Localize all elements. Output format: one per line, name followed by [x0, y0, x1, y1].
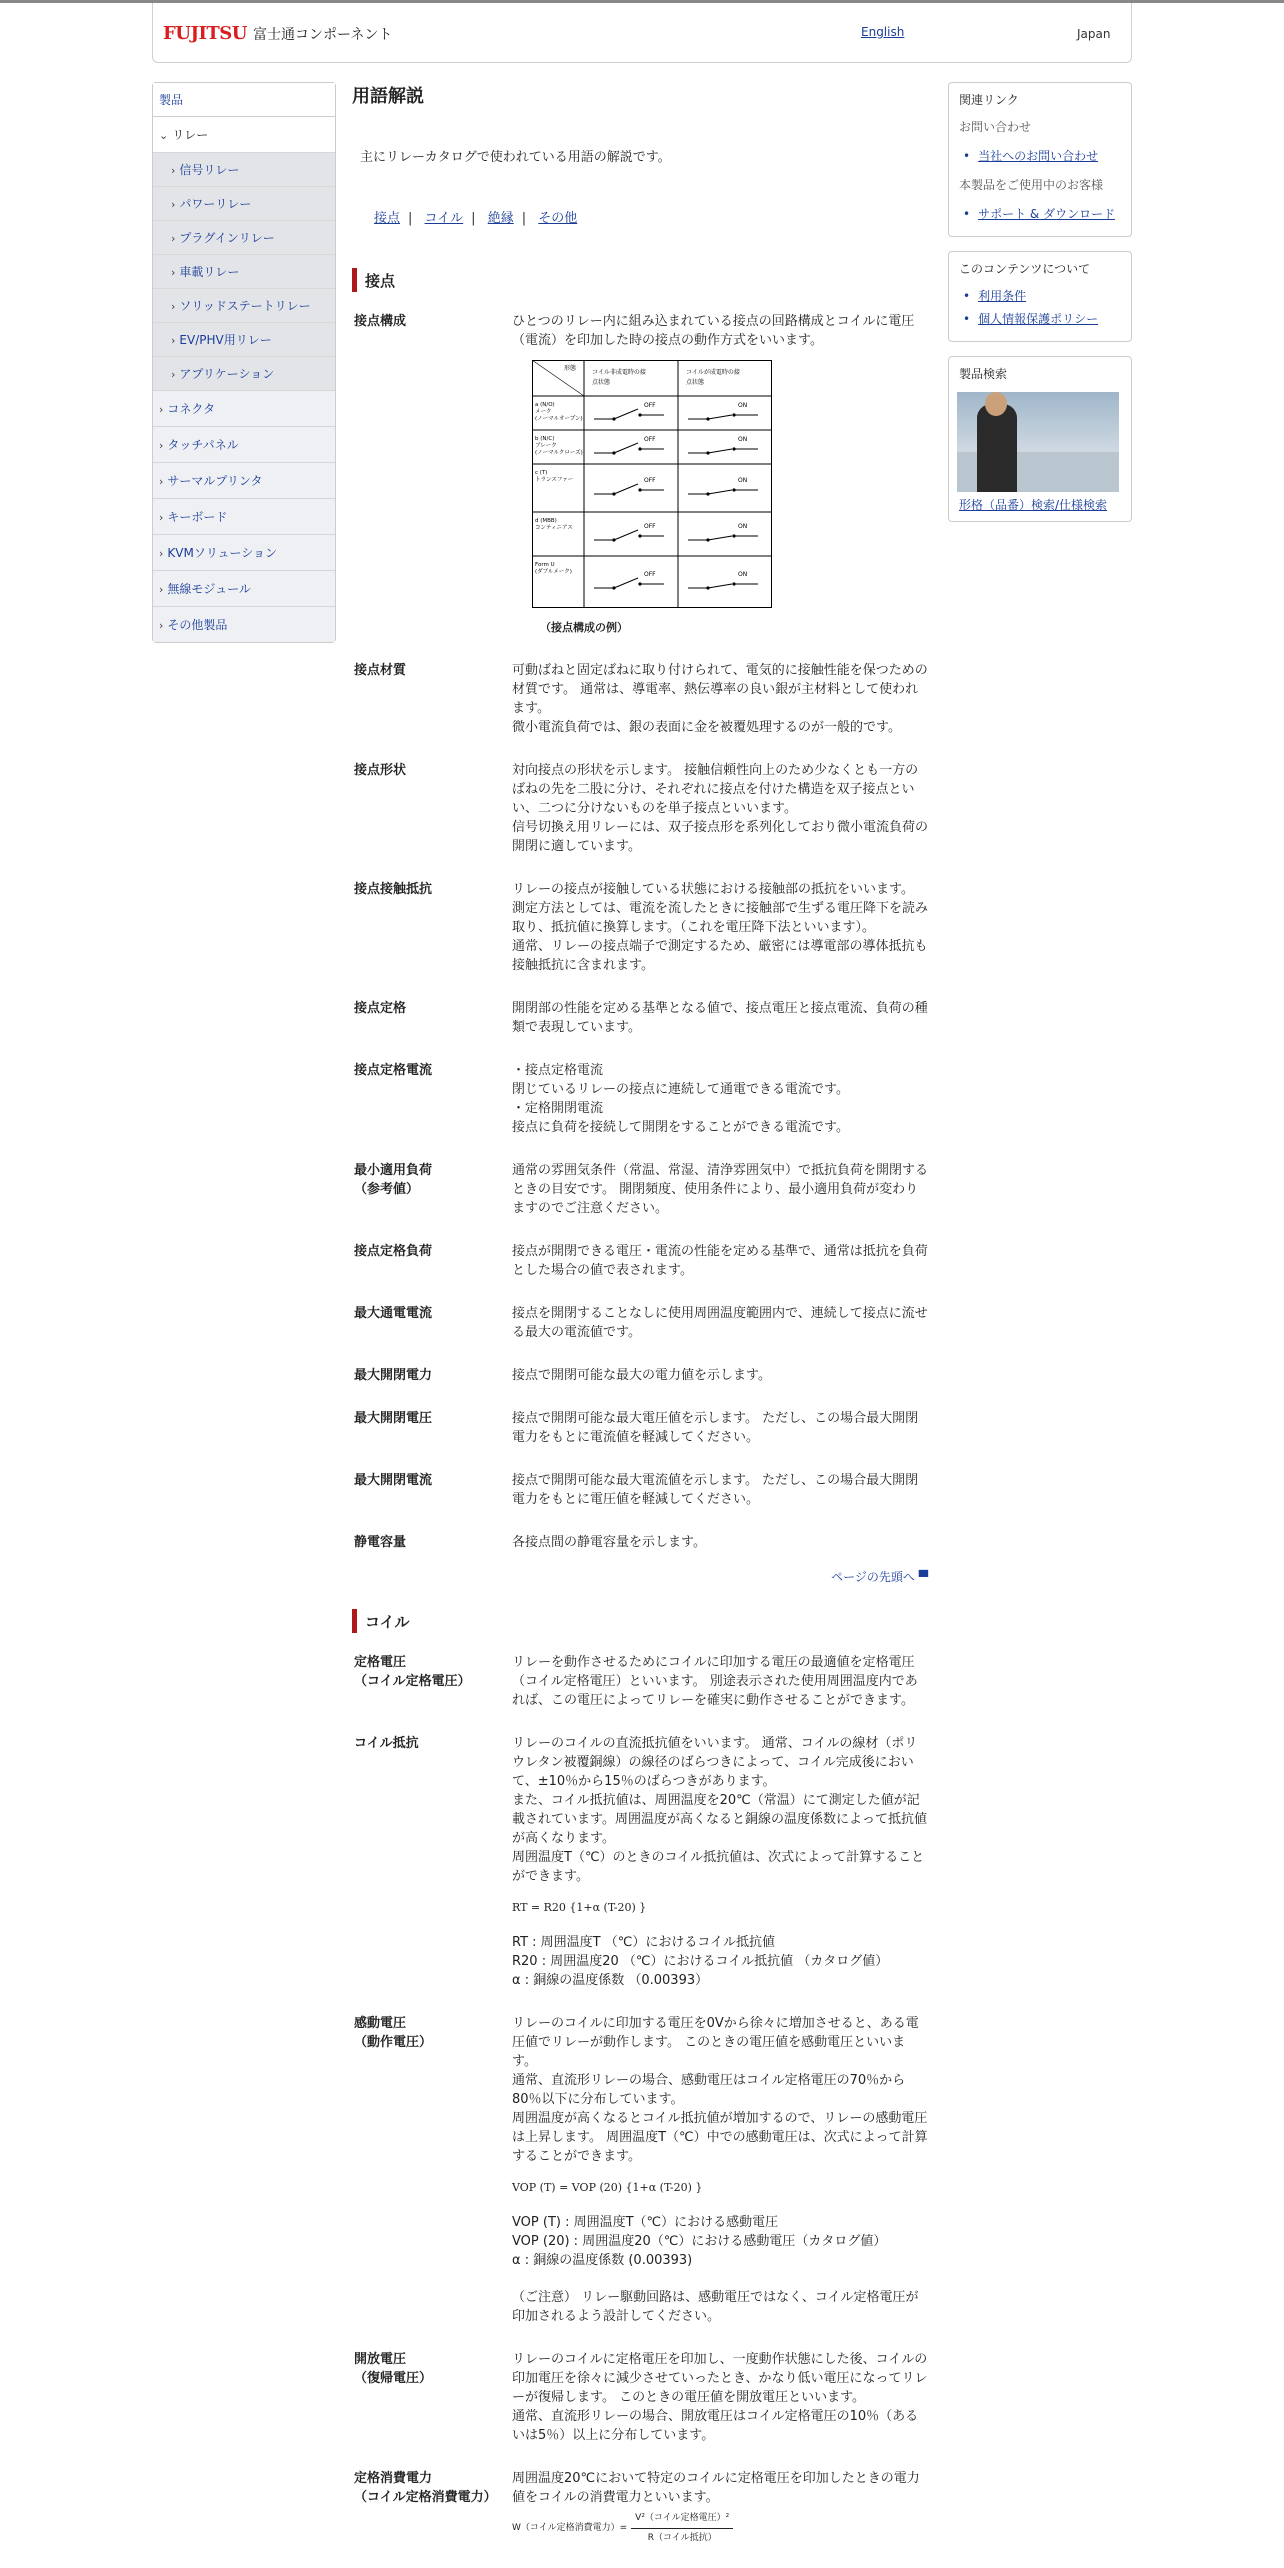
desc-line: 通常、直流形リレーの場合、感動電圧はコイル定格電圧の70％から80％以下に分布しています。: [512, 2073, 906, 2107]
term-desc: [512, 2014, 928, 2326]
term-name: 最大開閉電流: [354, 1473, 433, 1488]
term-name: 最大開閉電力: [354, 1368, 433, 1383]
right-column: [948, 82, 1132, 536]
chevron-right-icon: ›: [171, 266, 176, 279]
term-desc: [512, 1533, 928, 1552]
svg-text:OFF: OFF: [644, 571, 656, 578]
term-name: 接点定格負荷: [354, 1244, 433, 1259]
svg-text:メーク: メーク: [535, 409, 552, 415]
desc-line: ・接点定格電流: [512, 1063, 604, 1078]
sidebar-sub-label: 車載リレー: [179, 265, 240, 279]
desc-line: 接点を開閉することなしに使用周囲温度範囲内で、連続して接点に流せる最大の電流値です。: [512, 1306, 928, 1340]
term-row: [352, 2350, 928, 2445]
term-row: [352, 312, 928, 637]
term-desc: [512, 312, 928, 637]
back-to-top-link[interactable]: [831, 1570, 928, 1584]
term-name: 接点構成: [354, 314, 407, 329]
sidebar-item-label: 無線モジュール: [167, 582, 251, 596]
desc-line: 接点が開閉できる電圧・電流の性能を定める基準で、通常は抵抗を負荷とした場合の値で表されます。: [512, 1244, 928, 1278]
privacy-list-item: [963, 310, 1121, 327]
section-title: 接点: [365, 271, 396, 290]
anchor-contact[interactable]: 接点: [374, 211, 401, 226]
term-row: [352, 880, 928, 975]
chevron-right-icon: ›: [159, 511, 164, 524]
desc-line: 可動ばねと固定ばねに取り付けられて、電気的に接触性能を保つための材質です。 通常は、導電率、熱伝導率の良い銀が主材料として使われます。: [512, 663, 928, 716]
term-desc: [512, 1061, 928, 1137]
term-row: [352, 761, 928, 856]
formula-numerator: V²（コイル定格電圧）²: [631, 2509, 733, 2529]
svg-text:ON: ON: [738, 402, 748, 409]
support-list-item: [963, 205, 1121, 222]
term-name: 最大通電電流: [354, 1306, 433, 1321]
svg-text:OFF: OFF: [644, 523, 656, 530]
sidebar-item-relay[interactable]: [153, 117, 335, 153]
chevron-right-icon: ›: [159, 619, 164, 632]
desc-line: 微小電流負荷では、銀の表面に金を被覆処理するのが一般的です。: [512, 720, 901, 735]
related-links-title: 関連リンク: [959, 93, 1019, 107]
desc-line: 通常の雰囲気条件（常温、常湿、清浄雰囲気中）で抵抗負荷を開閉するときの目安です。 開閉頻度、使用条件により、最小適用負荷が変わりますのでご注意ください。: [512, 1163, 929, 1216]
svg-text:OFF: OFF: [644, 436, 656, 443]
term-desc: [512, 2469, 928, 2548]
japan-label: Japan: [1077, 27, 1111, 41]
term-desc: [512, 1409, 928, 1447]
sidebar-sub-label: 信号リレー: [179, 163, 240, 177]
term-row: [352, 1061, 928, 1137]
section-bar: [352, 1609, 357, 1633]
term-row: [352, 2469, 928, 2548]
anchor-coil[interactable]: コイル: [424, 211, 464, 226]
chevron-right-icon: ›: [159, 403, 164, 416]
term-name: コイル抵抗: [354, 1736, 419, 1751]
english-link[interactable]: English: [861, 25, 905, 39]
svg-text:形態: 形態: [564, 365, 577, 372]
term-desc: [512, 880, 928, 975]
chevron-right-icon: ›: [159, 439, 164, 452]
desc-line: 接点で開閉可能な最大電流値を示します。 ただし、この場合最大開閉電力をもとに電圧値を軽減してください。: [512, 1473, 919, 1507]
contact-config-diagram: [532, 360, 928, 614]
desc-line: リレーのコイルに定格電圧を印加し、一度動作状態にした後、コイルの印加電圧を徐々に減少させていったとき、かなり低い電圧になってリレーが復帰します。 このときの電圧値を開放電圧といいます。: [512, 2352, 928, 2405]
term-row: [352, 1471, 928, 1509]
sidebar-item-kvm[interactable]: [153, 535, 335, 571]
sidebar-item-wireless[interactable]: [153, 571, 335, 607]
contact-heading: お問い合わせ: [959, 120, 1032, 134]
product-search-title: 製品検索: [959, 367, 1008, 381]
product-search-box: [948, 356, 1132, 522]
sidebar-item-label: コネクタ: [167, 402, 216, 416]
chevron-right-icon: ›: [171, 164, 176, 177]
back-to-top: [352, 1568, 928, 1585]
chevron-right-icon: ›: [171, 232, 176, 245]
svg-text:d (MBB): d (MBB): [535, 518, 557, 524]
sidebar-sub-plugin-relay[interactable]: [153, 221, 335, 255]
sidebar-sub-label: ソリッドステートリレー: [179, 299, 311, 313]
privacy-link[interactable]: 個人情報保護ポリシー: [978, 312, 1099, 326]
term-desc: [512, 2350, 928, 2445]
desc-line: VOP (T) : 周囲温度T（℃）における感動電圧: [512, 2215, 779, 2230]
svg-text:点状態: 点状態: [592, 379, 611, 386]
term-row: [352, 1734, 928, 1990]
related-links-box: [948, 82, 1132, 237]
content-info-box: [948, 251, 1132, 342]
svg-text:コンティニアス: コンティニアス: [535, 525, 573, 531]
terms-list-item: [963, 287, 1121, 304]
term-name: 感動電圧 （動作電圧）: [354, 2016, 433, 2050]
sidebar-item-label: キーボード: [167, 510, 228, 524]
desc-line: リレーのコイルの直流抵抗値をいいます。 通常、コイルの線材（ポリウレタン被覆銅線）の線径のばらつきによって、コイル完成後において、±10％から15％のばらつきがあります。: [512, 1736, 918, 1789]
sidebar-sub-label: パワーリレー: [179, 197, 252, 211]
term-name: 静電容量: [354, 1535, 407, 1550]
svg-text:b (N/C): b (N/C): [535, 436, 555, 442]
section-heading-contact: [352, 268, 928, 292]
term-row: [352, 1242, 928, 1280]
term-name: 接点形状: [354, 763, 407, 778]
contact-list-item: [963, 147, 1121, 164]
sidebar-item-other[interactable]: [153, 607, 335, 642]
desc-line: ひとつのリレー内に組み込まれている接点の回路構成とコイルに電圧（電流）を印加した時の接点の動作方式をいいます。: [512, 314, 915, 348]
desc-line: リレーの接点が接触している状態における接触部の抵抗をいいます。: [512, 882, 914, 897]
separator: |: [521, 211, 527, 226]
term-row: [352, 1304, 928, 1342]
svg-text:ブレーク: ブレーク: [535, 443, 557, 449]
svg-text:c (T): c (T): [535, 470, 548, 476]
term-row: [352, 2014, 928, 2326]
sidebar-products-link[interactable]: 製品: [153, 83, 335, 117]
term-row: [352, 1161, 928, 1218]
desc-note: （ご注意） リレー駆動回路は、感動電圧ではなく、コイル定格電圧が印加されるよう設計してください。: [512, 2290, 919, 2324]
section-bar: [352, 268, 357, 292]
site-header: [152, 3, 1132, 63]
term-desc: [512, 1471, 928, 1509]
svg-text:ON: ON: [738, 571, 748, 578]
svg-text:コイル非成電時の接: コイル非成電時の接: [592, 369, 646, 376]
product-search-link[interactable]: 形格（品番）検索/仕様検索: [959, 498, 1108, 512]
term-name: 最小適用負荷 （参考値）: [354, 1163, 433, 1197]
svg-text:ON: ON: [738, 436, 748, 443]
desc-line: 周囲温度20℃において特定のコイルに定格電圧を印加したときの電力値をコイルの消費電力といいます。: [512, 2471, 920, 2505]
section-heading-coil: [352, 1609, 928, 1633]
chevron-right-icon: ›: [159, 547, 164, 560]
term-desc: [512, 999, 928, 1037]
logo[interactable]: [163, 23, 392, 44]
desc-line: ・定格開閉電流: [512, 1101, 604, 1116]
desc-line: RT : 周囲温度T （℃）におけるコイル抵抗値: [512, 1935, 775, 1950]
chevron-right-icon: ›: [171, 300, 176, 313]
term-name: 接点接触抵抗: [354, 882, 433, 897]
main-content: [352, 82, 928, 2568]
formula-lhs: W（コイル定格消費電力）=: [512, 2523, 628, 2533]
svg-text:点状態: 点状態: [686, 379, 705, 386]
term-row: [352, 661, 928, 737]
term-desc: [512, 661, 928, 737]
formula-fraction: [631, 2509, 733, 2548]
users-heading: 本製品をご使用中のお客様: [959, 178, 1104, 192]
svg-text:トランスファー: トランスファー: [535, 477, 574, 483]
sidebar-item-label: タッチパネル: [167, 438, 239, 452]
desc-line: 接点で開閉可能な最大電圧値を示します。 ただし、この場合最大開閉電力をもとに電流値を軽減してください。: [512, 1411, 919, 1445]
photo-head: [985, 392, 1007, 416]
term-name: 定格消費電力 （コイル定格消費電力）: [354, 2471, 497, 2505]
chevron-down-icon: ⌄: [159, 129, 169, 142]
sidebar-sub-label: EV/PHV用リレー: [179, 333, 272, 347]
chevron-right-icon: ›: [171, 334, 176, 347]
sidebar-sub-application[interactable]: [153, 357, 335, 391]
desc-line: 各接点間の静電容量を示します。: [512, 1535, 706, 1550]
diagram-svg: [532, 360, 772, 608]
formula: VOP (T) = VOP (20) {1+α (T-20) }: [512, 2181, 703, 2194]
intro-text: 主にリレーカタログで使われている用語の解説です。: [360, 150, 671, 165]
svg-text:ON: ON: [738, 477, 748, 484]
anchor-links: [370, 207, 928, 226]
svg-text:OFF: OFF: [644, 402, 656, 409]
sidebar-item-label: その他製品: [167, 618, 228, 632]
desc-line: 信号切換え用リレーには、双子接点形を系列化しており微小電流負荷の開閉に適しています。: [512, 820, 929, 854]
term-row: [352, 1366, 928, 1385]
desc-line: 接点で開閉可能な最大の電力値を示します。: [512, 1368, 771, 1383]
sidebar-sub-label: プラグインリレー: [179, 231, 275, 245]
svg-text:OFF: OFF: [644, 477, 656, 484]
power-formula: [512, 2509, 928, 2548]
separator: |: [408, 211, 413, 226]
arrow-up-icon: ▀: [918, 1570, 928, 1584]
desc-line: 周囲温度が高くなるとコイル抵抗値が増加するので、リレーの感動電圧は上昇します。 周囲温度T（℃）中での感動電圧は、次式によって計算することができます。: [512, 2111, 928, 2164]
back-to-top-label: ページの先頭へ: [831, 1570, 915, 1584]
svg-text:ON: ON: [738, 523, 748, 530]
fujitsu-logo-mark: FUJITSU: [163, 23, 248, 44]
svg-text:コイルが成電時の接: コイルが成電時の接: [686, 369, 740, 376]
term-desc: [512, 1304, 928, 1342]
term-name: 定格電圧 （コイル定格電圧）: [354, 1655, 471, 1689]
term-row: [352, 1533, 928, 1552]
desc-line: α : 銅線の温度係数 （0.00393）: [512, 1973, 709, 1988]
term-desc: [512, 1366, 928, 1385]
chevron-right-icon: ›: [159, 583, 164, 596]
sidebar-item-label: サーマルプリンタ: [167, 474, 263, 488]
sidebar-sub-power-relay[interactable]: [153, 187, 335, 221]
sidebar-sub-signal-relay[interactable]: [153, 153, 335, 187]
term-name: 接点材質: [354, 663, 407, 678]
term-desc: [512, 761, 928, 856]
sidebar-item-label: リレー: [172, 128, 209, 142]
sidebar-sub-ev-relay[interactable]: [153, 323, 335, 357]
chevron-right-icon: ›: [171, 368, 176, 381]
formula-denominator: R（コイル抵抗）: [647, 2533, 717, 2543]
desc-line: 対向接点の形状を示します。 接触信頼性向上のため少なくとも一方のばねの先を二股に分け、それぞれに接点を付けた構造を双子接点といい、二つに分けないものを単子接点といいます。: [512, 763, 919, 816]
chevron-right-icon: ›: [171, 198, 176, 211]
desc-line: 閉じているリレーの接点に連続して通電できる電流です。: [512, 1082, 849, 1097]
desc-line: 通常、リレーの接点端子で測定するため、厳密には導電部の導体抵抗も接触抵抗に含まれます。: [512, 939, 928, 973]
sidebar-item-thermal-printer[interactable]: [153, 463, 335, 499]
term-desc: リレーを動作させるためにコイルに印加する電圧の最適値を定格電圧（コイル定格電圧）といいます。 別途表示された使用周囲温度内であれば、この電圧によってリレーを確実に動作させることができます。: [512, 1655, 918, 1708]
svg-text:a (N/O): a (N/O): [535, 402, 555, 408]
term-row: [352, 1409, 928, 1447]
term-row: [352, 1653, 928, 1710]
anchor-insulation[interactable]: 絶縁: [487, 211, 514, 226]
desc-line: 測定方法としては、電流を流したときに接触部で生ずる電圧降下を読み取り、抵抗値に換算します。（これを電圧降下法といいます）。: [512, 901, 929, 935]
sidebar-item-touch-panel[interactable]: [153, 427, 335, 463]
photo-man: [977, 404, 1017, 492]
chevron-right-icon: ›: [159, 475, 164, 488]
contact-link[interactable]: 当社へのお問い合わせ: [978, 149, 1099, 163]
term-name: 開放電圧 （復帰電圧）: [354, 2352, 433, 2386]
search-photo[interactable]: [957, 392, 1119, 492]
sidebar-sub-label: アプリケーション: [179, 367, 275, 381]
desc-line: リレーのコイルに印加する電圧を0Vから徐々に増加させると、ある電圧値でリレーが動作します。 このときの電圧値を感動電圧といいます。: [512, 2016, 919, 2069]
term-name: 接点定格: [354, 1001, 407, 1016]
svg-text:Form U: Form U: [535, 562, 555, 568]
desc-line: また、コイル抵抗値は、周囲温度を20℃（常温）にて測定した値が記載されています。周囲温度が高くなると銅線の温度係数によって抵抗値が高くなります。: [512, 1793, 927, 1846]
sidebar-item-connector[interactable]: [153, 391, 335, 427]
desc-line: 接点に負荷を接続して開閉をすることができる電流です。: [512, 1120, 849, 1135]
desc-line: 開閉部の性能を定める基準となる値で、接点電圧と接点電流、負荷の種類で表現しています。: [512, 1001, 928, 1035]
desc-line: 通常、直流形リレーの場合、開放電圧はコイル定格電圧の10％（あるいは5％）以上に分布しています。: [512, 2409, 919, 2443]
desc-line: R20 : 周囲温度20 （℃）におけるコイル抵抗値 （カタログ値）: [512, 1954, 889, 1969]
term-desc: [512, 1242, 928, 1280]
desc-line: 周囲温度T（℃）のときのコイル抵抗値は、次式によって計算することができます。: [512, 1850, 925, 1884]
support-link[interactable]: サポート & ダウンロード: [978, 207, 1116, 221]
diagram-caption: （接点構成の例）: [540, 621, 628, 634]
desc-line: α : 銅線の温度係数 (0.00393): [512, 2253, 693, 2268]
term-name: 接点定格電流: [354, 1063, 433, 1078]
term-desc: [512, 1161, 928, 1218]
formula: RT = R20 {1+α (T-20) }: [512, 1901, 647, 1914]
page-title: 用語解説: [352, 86, 424, 107]
sidebar-sub-automotive-relay[interactable]: [153, 255, 335, 289]
term-row: [352, 999, 928, 1037]
logo-text: 富士通コンポーネント: [253, 26, 393, 43]
svg-text:(ノーマルクローズ): (ノーマルクローズ): [535, 450, 583, 456]
section-title: コイル: [365, 1612, 410, 1631]
sidebar-item-label: KVMソリューション: [167, 546, 277, 560]
sidebar-item-keyboard[interactable]: [153, 499, 335, 535]
separator: |: [471, 211, 476, 226]
terms-link[interactable]: 利用条件: [978, 289, 1027, 303]
desc-line: VOP (20) : 周囲温度20（℃）における感動電圧（カタログ値）: [512, 2234, 887, 2249]
svg-text:(ノーマルオープン): (ノーマルオープン): [535, 416, 583, 422]
term-desc: [512, 1734, 928, 1990]
anchor-other[interactable]: その他: [538, 211, 578, 226]
sidebar: [152, 82, 336, 643]
sidebar-sub-ssr[interactable]: [153, 289, 335, 323]
content-info-title: このコンテンツについて: [959, 262, 1091, 276]
svg-text:(ダブルメーク): (ダブルメーク): [535, 569, 572, 575]
term-name: 最大開閉電圧: [354, 1411, 433, 1426]
